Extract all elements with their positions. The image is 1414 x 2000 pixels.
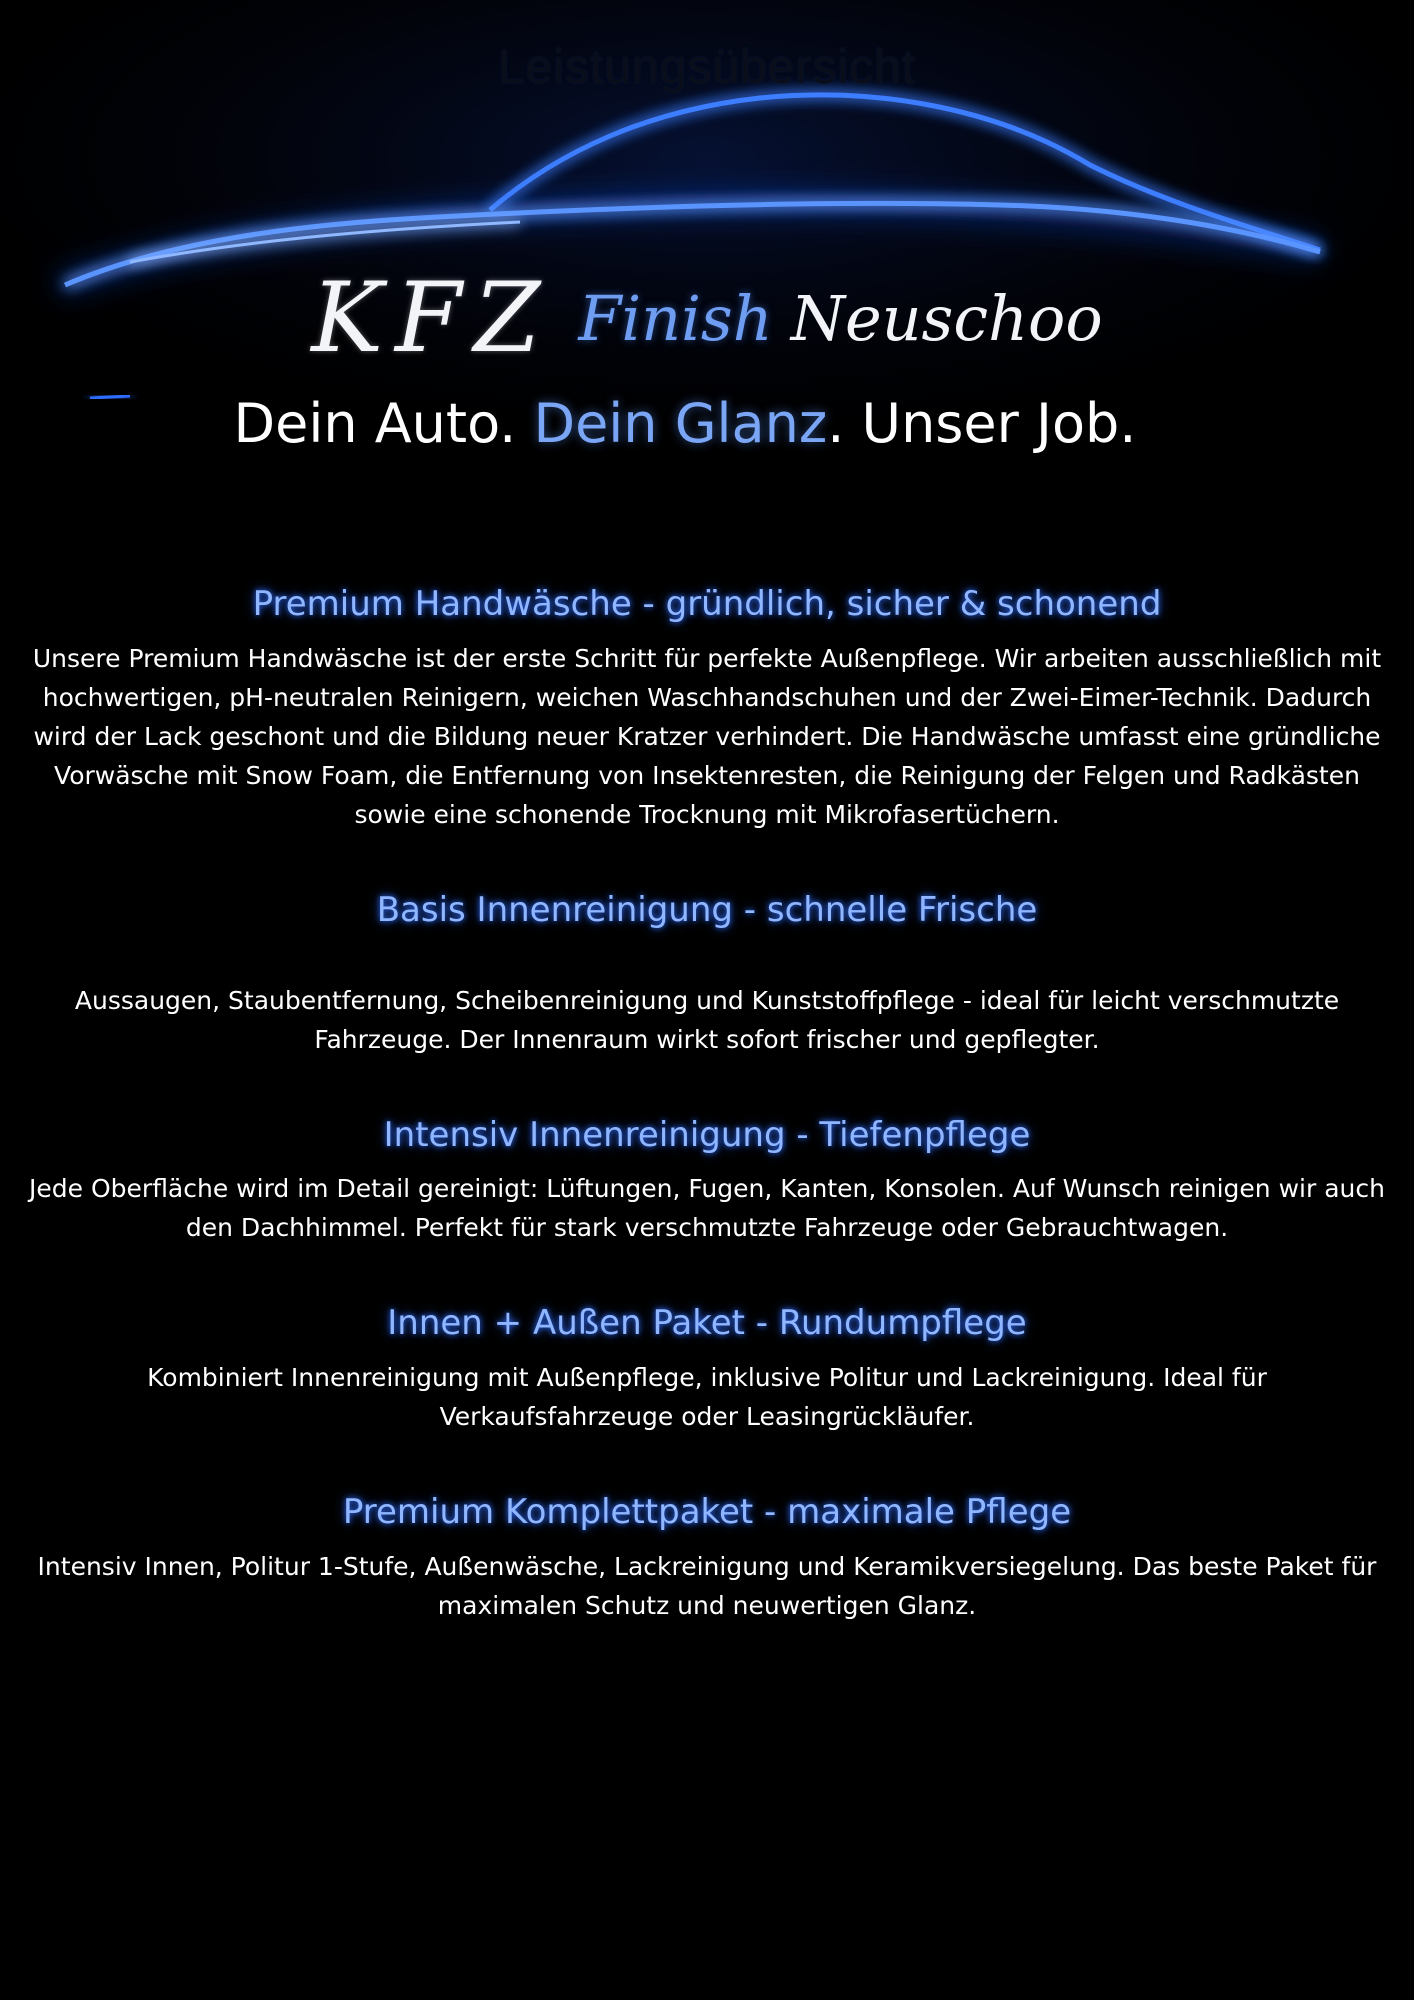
service-innen-aussen-paket <box>28 1303 1386 1436</box>
service-intensiv-innenreinigung <box>28 1115 1386 1248</box>
tagline-part1: Dein Auto. <box>233 392 534 455</box>
service-title: Premium Komplettpaket - maximale Pflege <box>342 1492 1072 1533</box>
service-description: Intensiv Innen, Politur 1-Stufe, Außenwäsche, Lackreinigung und Keramikversiegelung. Das beste Paket für maximalen Schutz und neuwertigen Glanz. <box>37 1551 1377 1620</box>
service-title: Basis Innenreinigung - schnelle Frische <box>376 889 1038 930</box>
brand-logo <box>0 262 1414 374</box>
services-list <box>28 580 1386 1625</box>
tagline <box>0 392 1370 455</box>
service-description: Aussaugen, Staubentfernung, Scheibenreinigung und Kunststoffpflege - ideal für leicht verschmutzte Fahrzeuge. Der Innenraum wirkt sofort frischer und gepflegter. <box>74 985 1340 1054</box>
service-premium-handwaesche <box>28 584 1386 834</box>
logo-name: Neuschoo <box>790 281 1103 355</box>
service-description: Kombiniert Innenreinigung mit Außenpflege, inklusive Politur und Lackreinigung. Ideal für Verkaufsfahrzeuge oder Leasingrückläufer. <box>147 1363 1267 1432</box>
logo-finish: Finish <box>578 281 773 355</box>
tagline-accent: Dein Glanz <box>533 392 828 455</box>
logo-kfz: KFZ <box>311 262 553 374</box>
tagline-part2: . Unser Job. <box>827 392 1137 455</box>
service-title: Innen + Außen Paket - Rundumpflege <box>387 1303 1027 1344</box>
service-premium-komplettpaket <box>28 1492 1386 1625</box>
page-overlay-title: Leistungsübersicht <box>497 41 917 94</box>
service-basis-innenreinigung <box>28 890 1386 1059</box>
service-title: Intensiv Innenreinigung - Tiefenpflege <box>383 1114 1031 1155</box>
service-description: Jede Oberfläche wird im Detail gereinigt: Lüftungen, Fugen, Kanten, Konsolen. Auf Wunsch reinigen wir auch den Dachhimmel. Perfekt für stark verschmutzte Fahrzeuge oder Gebrauchtwagen. <box>29 1174 1385 1243</box>
service-title: Premium Handwäsche - gründlich, sicher & schonend <box>252 584 1162 624</box>
service-description: Unsere Premium Handwäsche ist der erste Schritt für perfekte Außenpflege. Wir arbeiten ausschließlich mit hochwertigen, pH-neutralen Reinigern, weichen Waschhandschuhen und der Zwei-Eimer-Technik. Dadurch wird der Lack geschont und die Bildung neuer Kratzer verhindert. Die Handwäsche umfasst eine gründliche Vorwäsche mit Snow Foam, die Entfernung von Insektenresten, die Reinigung der Felgen und Radkästen sowie eine schonende Trocknung mit Mikrofasertüchern. <box>32 643 1382 829</box>
hero-banner <box>0 0 1414 520</box>
